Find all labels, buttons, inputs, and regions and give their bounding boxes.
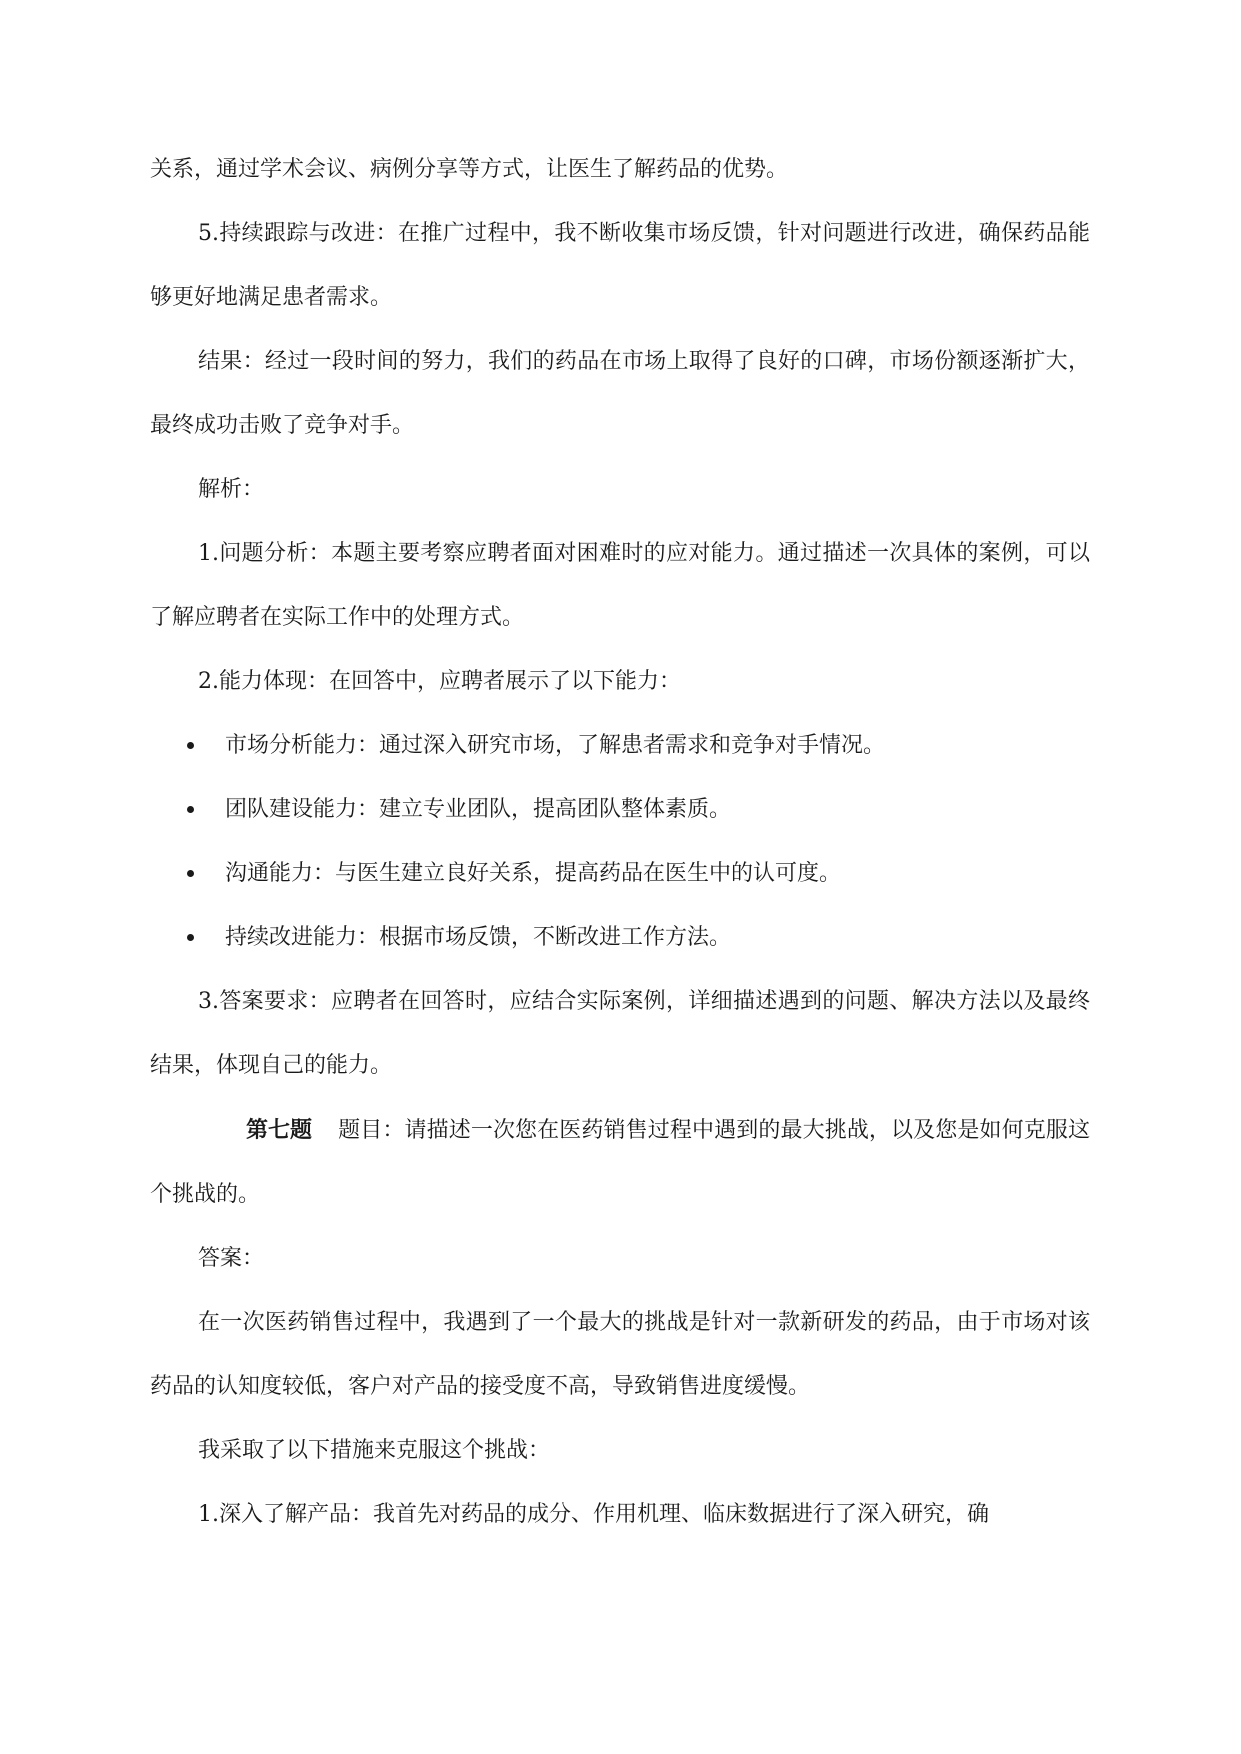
list-item [150, 778, 1090, 842]
list-item-text: 市场分析能力：通过深入研究市场，了解患者需求和竞争对手情况。 [225, 733, 886, 758]
answer-label: 答案： [198, 1246, 265, 1271]
list-item [150, 906, 1090, 970]
paragraph: 关系，通过学术会议、病例分享等方式，让医生了解药品的优势。 [150, 157, 789, 182]
question-heading [150, 1098, 1090, 1227]
list-item-text: 持续改进能力：根据市场反馈，不断改进工作方法。 [225, 925, 732, 950]
list-item-text: 团队建设能力：建立专业团队，提高团队整体素质。 [225, 797, 732, 822]
paragraph: 在一次医药销售过程中，我遇到了一个最大的挑战是针对一款新研发的药品，由于市场对该药品的认知度较低，客户对产品的接受度不高，导致销售进度缓慢。 [150, 1310, 1090, 1399]
question-number: 第七题 [246, 1117, 313, 1143]
paragraph: 1.问题分析：本题主要考察应聘者面对困难时的应对能力。通过描述一次具体的案例，可以了解应聘者在实际工作中的处理方式。 [150, 541, 1090, 630]
bullet-icon [187, 742, 194, 749]
paragraph: 5.持续跟踪与改进：在推广过程中，我不断收集市场反馈，针对问题进行改进，确保药品能够更好地满足患者需求。 [150, 221, 1090, 310]
list-item [150, 714, 1090, 778]
paragraph: 2.能力体现：在回答中，应聘者展示了以下能力： [198, 669, 681, 694]
bullet-icon [187, 870, 194, 877]
paragraph: 1.深入了解产品：我首先对药品的成分、作用机理、临床数据进行了深入研究，确 [198, 1502, 989, 1527]
bullet-icon [187, 806, 194, 813]
list-item-text: 沟通能力：与医生建立良好关系，提高药品在医生中的认可度。 [225, 861, 842, 886]
document-page [150, 138, 1090, 1547]
paragraph: 结果：经过一段时间的努力，我们的药品在市场上取得了良好的口碑，市场份额逐渐扩大，最终成功击败了竞争对手。 [150, 349, 1090, 438]
paragraph: 3.答案要求：应聘者在回答时，应结合实际案例，详细描述遇到的问题、解决方法以及最终结果，体现自己的能力。 [150, 989, 1090, 1078]
ability-list [150, 714, 1090, 970]
paragraph: 我采取了以下措施来克服这个挑战： [198, 1438, 551, 1463]
list-item [150, 842, 1090, 906]
section-label-analysis: 解析： [198, 477, 265, 502]
question-text: 题目：请描述一次您在医药销售过程中遇到的最大挑战，以及您是如何克服这个挑战的。 [150, 1118, 1090, 1207]
bullet-icon [187, 934, 194, 941]
